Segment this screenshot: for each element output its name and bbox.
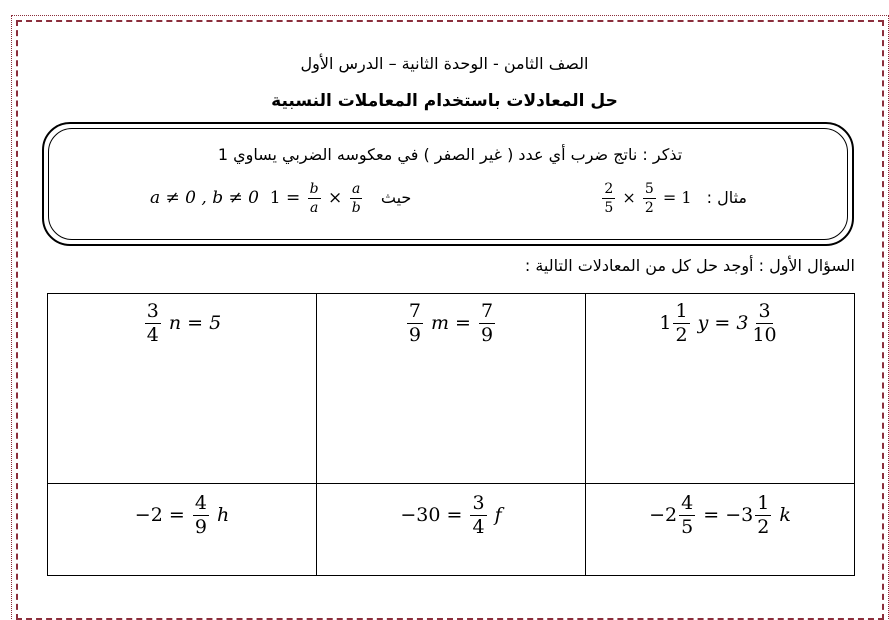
whole-part: 1 [659, 311, 672, 334]
denominator: 5 [604, 200, 614, 216]
fraction [679, 494, 695, 537]
equation-cell[interactable] [586, 484, 855, 576]
equation-lhs: −2 = [134, 503, 185, 526]
equation [649, 492, 791, 538]
equals: = 1 [662, 188, 692, 207]
example [600, 182, 747, 215]
table-row [48, 294, 855, 484]
denominator: 2 [644, 200, 654, 216]
lesson-subtitle: الصف الثامن - الوحدة الثانية – الدرس الأول [300, 54, 589, 73]
denominator: 2 [675, 324, 688, 346]
operator: × [328, 188, 343, 208]
numerator: b [309, 181, 319, 197]
equation-lhs: −30 = [400, 503, 463, 526]
example-expression [600, 182, 691, 215]
fraction [602, 182, 615, 215]
equation-mid: = −3 [703, 503, 754, 526]
rule-condition: a ≠ 0 , b ≠ 0 [150, 188, 259, 208]
denominator: 9 [481, 324, 494, 346]
numerator: 5 [644, 181, 654, 197]
whole-part: −2 [649, 503, 678, 526]
numerator: 7 [481, 300, 494, 322]
fraction [673, 302, 689, 345]
equation-cell[interactable] [317, 484, 586, 576]
fraction [350, 182, 363, 215]
fraction [145, 302, 161, 345]
numerator: 3 [758, 300, 771, 322]
question-1: السؤال الأول : أوجد حل كل من المعادلات التالية : [524, 256, 855, 275]
equation [659, 300, 780, 346]
numerator: 4 [681, 492, 694, 514]
rule-where: حيث [380, 188, 412, 207]
equation [143, 300, 222, 346]
denominator: 2 [757, 516, 770, 538]
fraction [755, 494, 771, 537]
denominator: 9 [408, 324, 421, 346]
variable: k [779, 503, 791, 526]
denominator: 9 [194, 516, 207, 538]
equation-cell[interactable] [48, 484, 317, 576]
remember-text: تذكر : ناتج ضرب أي عدد ( غير الصفر ) في معكوسه الضربي يساوي 1 [217, 145, 683, 164]
numerator: 1 [675, 300, 688, 322]
example-label: مثال : [706, 188, 747, 207]
equals: = 1 [269, 188, 301, 208]
equation-rest: n = 5 [168, 311, 222, 334]
fraction [643, 182, 656, 215]
equation-cell[interactable] [48, 294, 317, 484]
denominator: 4 [472, 516, 485, 538]
equation [134, 492, 230, 538]
equations-table [47, 293, 855, 576]
rule [150, 182, 411, 215]
equation [405, 300, 497, 346]
numerator: 2 [604, 181, 614, 197]
denominator: 5 [681, 516, 694, 538]
operator: × [622, 188, 636, 207]
fraction [479, 302, 495, 345]
denominator: a [309, 200, 319, 216]
fraction [750, 302, 778, 345]
variable: h [216, 503, 230, 526]
table-row [48, 484, 855, 576]
denominator: 4 [146, 324, 159, 346]
equation-cell[interactable] [586, 294, 855, 484]
numerator: 4 [194, 492, 207, 514]
numerator: 3 [472, 492, 485, 514]
lesson-title: حل المعادلات باستخدام المعاملات النسبية [271, 91, 618, 111]
numerator: 3 [146, 300, 159, 322]
equation-mid: m = [431, 311, 471, 334]
fraction [407, 302, 423, 345]
denominator: b [351, 200, 361, 216]
fraction [308, 182, 321, 215]
numerator: 7 [408, 300, 421, 322]
denominator: 10 [752, 324, 777, 346]
equation-cell[interactable] [317, 294, 586, 484]
numerator: a [352, 181, 361, 197]
fraction [193, 494, 209, 537]
equation [400, 492, 502, 538]
numerator: 1 [757, 492, 770, 514]
fraction [470, 494, 486, 537]
variable: f [494, 503, 502, 526]
equation-mid: y = 3 [697, 311, 749, 334]
